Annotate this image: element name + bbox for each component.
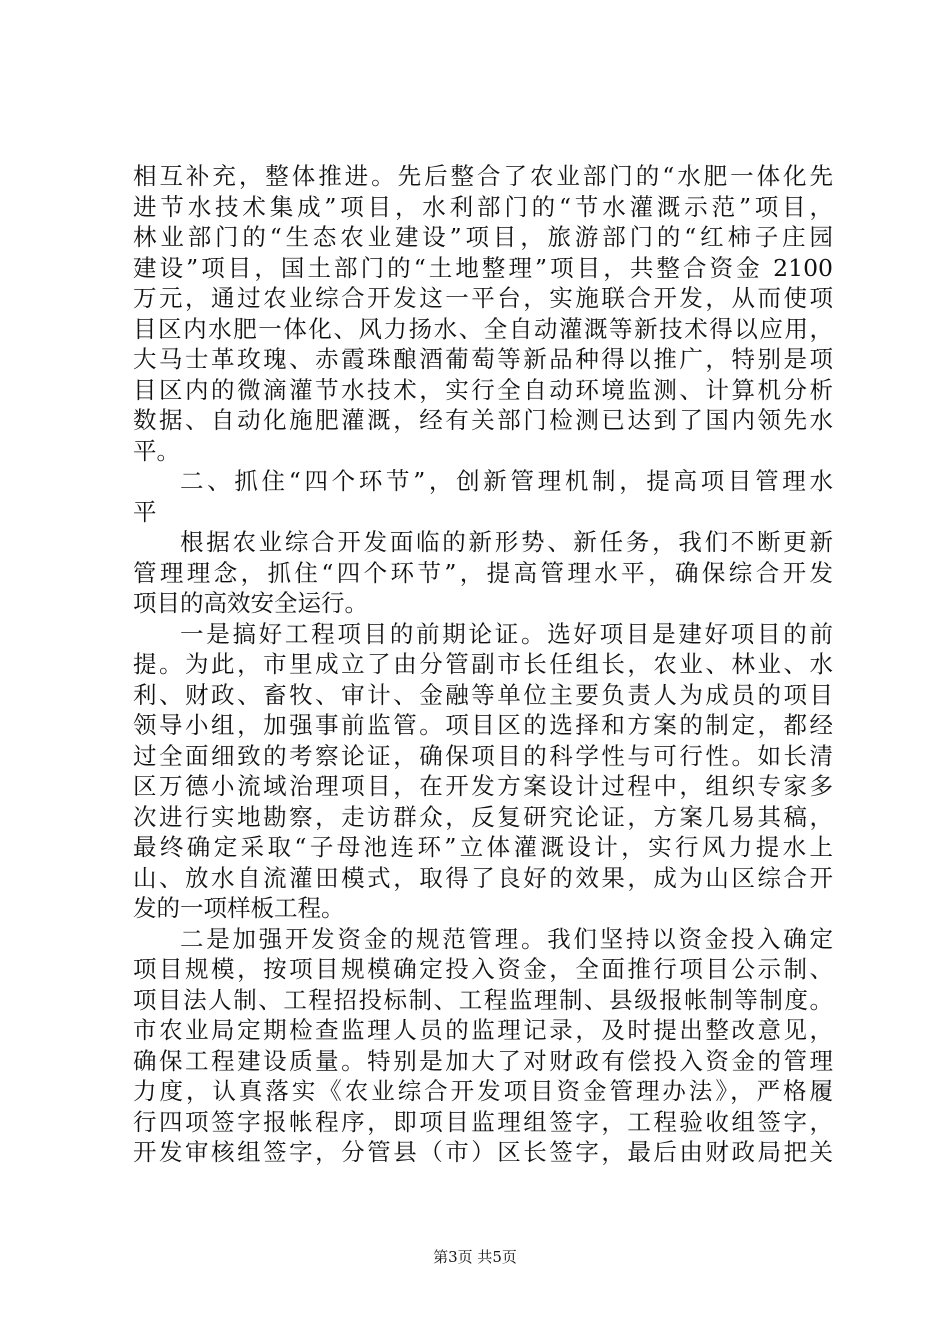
body-line: 项目规模，按项目规模确定投入资金，全面推行项目公示制、 [133,955,833,983]
body-line: 进节水技术集成”项目，水利部门的“节水灌溉示范”项目， [133,192,833,221]
body-line: 行四项签字报帐程序，即项目监理组签字，工程验收组签字， [133,1107,833,1136]
body-line: 相互补充，整体推进。先后整合了农业部门的“水肥一体化先 [133,162,833,190]
body-line: 区万德小流域治理项目，在开发方案设计过程中，组织专家多 [133,772,833,800]
body-line: 目区内的微滴灌节水技术，实行全自动环境监测、计算机分析 [133,375,833,404]
body-line: 平。 [133,436,180,465]
body-line: 山、放水自流灌田模式，取得了良好的效果，成为山区综合开 [133,863,833,892]
body-line: 最终确定采取“子母池连环”立体灌溉设计，实行风力提水上 [133,833,833,861]
section-heading-cont: 平 [133,497,157,526]
body-line: 建设”项目，国土部门的“土地整理”项目，共整合资金 2100 [133,253,833,282]
page-footer: 第3页 共5页 [433,1248,517,1266]
body-line: 二是加强开发资金的规范管理。我们坚持以资金投入确定 [180,924,833,953]
body-line: 开发审核组签字，分管县（市）区长签字，最后由财政局把关 [133,1138,833,1166]
body-line: 利、财政、畜牧、审计、金融等单位主要负责人为成员的项目 [133,680,833,709]
body-line: 项目的高效安全运行。 [133,589,368,617]
body-line: 领导小组，加强事前监管。项目区的选择和方案的制定，都经 [133,711,833,739]
body-line: 目区内水肥一体化、风力扬水、全自动灌溉等新技术得以应用， [133,314,833,343]
body-line: 提。为此，市里成立了由分管副市长任组长，农业、林业、水 [133,650,833,678]
body-line: 林业部门的“生态农业建设”项目，旅游部门的“红柿子庄园 [133,223,833,251]
body-line: 管理理念，抓住“四个环节”，提高管理水平，确保综合开发 [133,558,833,587]
body-line: 过全面细致的考察论证，确保项目的科学性与可行性。如长清 [133,741,833,770]
body-line: 万元，通过农业综合开发这一平台，实施联合开发，从而使项 [133,284,833,312]
body-line: 数据、自动化施肥灌溉，经有关部门检测已达到了国内领先水 [133,406,833,434]
body-line: 一是搞好工程项目的前期论证。选好项目是建好项目的前 [180,619,833,648]
body-line: 大马士革玫瑰、赤霞珠酿酒葡萄等新品种得以推广，特别是项 [133,345,833,373]
body-line: 发的一项样板工程。 [133,894,345,922]
body-line: 力度，认真落实《农业综合开发项目资金管理办法》，严格履 [133,1077,833,1105]
body-line: 确保工程建设质量。特别是加大了对财政有偿投入资金的管理 [133,1046,833,1075]
section-heading: 二、抓住“四个环节”，创新管理机制，提高项目管理水 [180,467,833,495]
body-line: 市农业局定期检查监理人员的监理记录，及时提出整改意见， [133,1016,833,1044]
body-line: 根据农业综合开发面临的新形势、新任务，我们不断更新 [180,528,833,556]
body-line: 次进行实地勘察，走访群众，反复研究论证，方案几易其稿， [133,802,833,831]
body-line: 项目法人制、工程招投标制、工程监理制、县级报帐制等制度。 [133,985,833,1014]
